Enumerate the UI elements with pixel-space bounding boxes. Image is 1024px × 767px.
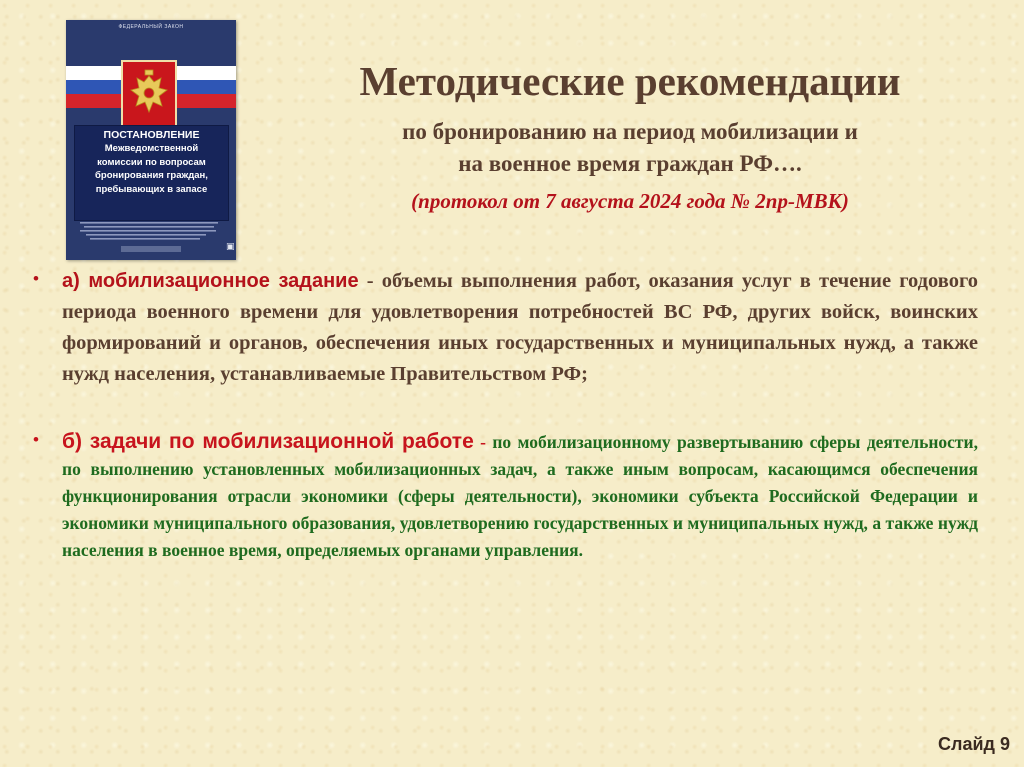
coat-of-arms-icon	[121, 60, 177, 132]
cover-publisher: ФЕДЕРАЛЬНЫЙ ЗАКОН	[118, 24, 184, 30]
bullet-marker: •	[33, 430, 39, 449]
bullet-dash: -	[358, 270, 382, 292]
slide-number: Слайд 9	[938, 734, 1010, 754]
bullet-text: по мобилизационному развертыванию сферы деятельности, по выполнению установленных мобилизационных задач, а также иным вопросам, касающимся обеспечения функционирования отрасли экономики (сферы деятельности), экономики субъекта Российской Федерации и экономики муниципального образования, удовлетворению государственных и муниципальных нужд, а также нужд населения в военное время, определяемых органами управления.	[62, 432, 978, 560]
bullet-item-mobilization-task	[62, 266, 978, 390]
cover-line: Межведомственной	[104, 143, 199, 154]
bullet-item-mobilization-work-tasks	[62, 428, 978, 564]
cover-line: пребывающих в запасе	[95, 183, 208, 195]
bullet-term: б) задачи по мобилизационной работе	[62, 430, 474, 453]
cover-line: ПОСТАНОВЛЕНИЕ	[103, 129, 200, 141]
page-title: Методические рекомендации	[359, 58, 901, 104]
subtitle-line-2: на военное время граждан РФ….	[458, 151, 802, 176]
protocol-reference: (протокол от 7 августа 2024 года № 2пр-МВК)	[411, 189, 849, 213]
bullet-text: объемы выполнения работ, оказания услуг в течение годового периода военного времени для удовлетворения потребностей ВС РФ, других войск, воинских формирований и органов, обеспечения иных государственных и муниципальных нужд, а также нужд населения, устанавливаемые Правительством РФ;	[62, 270, 979, 385]
bullet-dash: -	[473, 432, 493, 452]
cover-line: бронирования граждан,	[95, 170, 208, 181]
subtitle-line-1: по бронированию на период мобилизации и	[402, 119, 858, 144]
publisher-logo-icon: ▣	[226, 242, 235, 252]
cover-bottom-bar	[121, 246, 181, 252]
cover-line: комиссии по вопросам	[97, 156, 206, 168]
cover-title-box	[74, 125, 229, 221]
cover-fine-print	[80, 221, 220, 243]
bullet-marker: •	[33, 269, 39, 288]
document-cover-image	[66, 20, 236, 260]
bullet-term: а) мобилизационное задание	[62, 270, 359, 292]
